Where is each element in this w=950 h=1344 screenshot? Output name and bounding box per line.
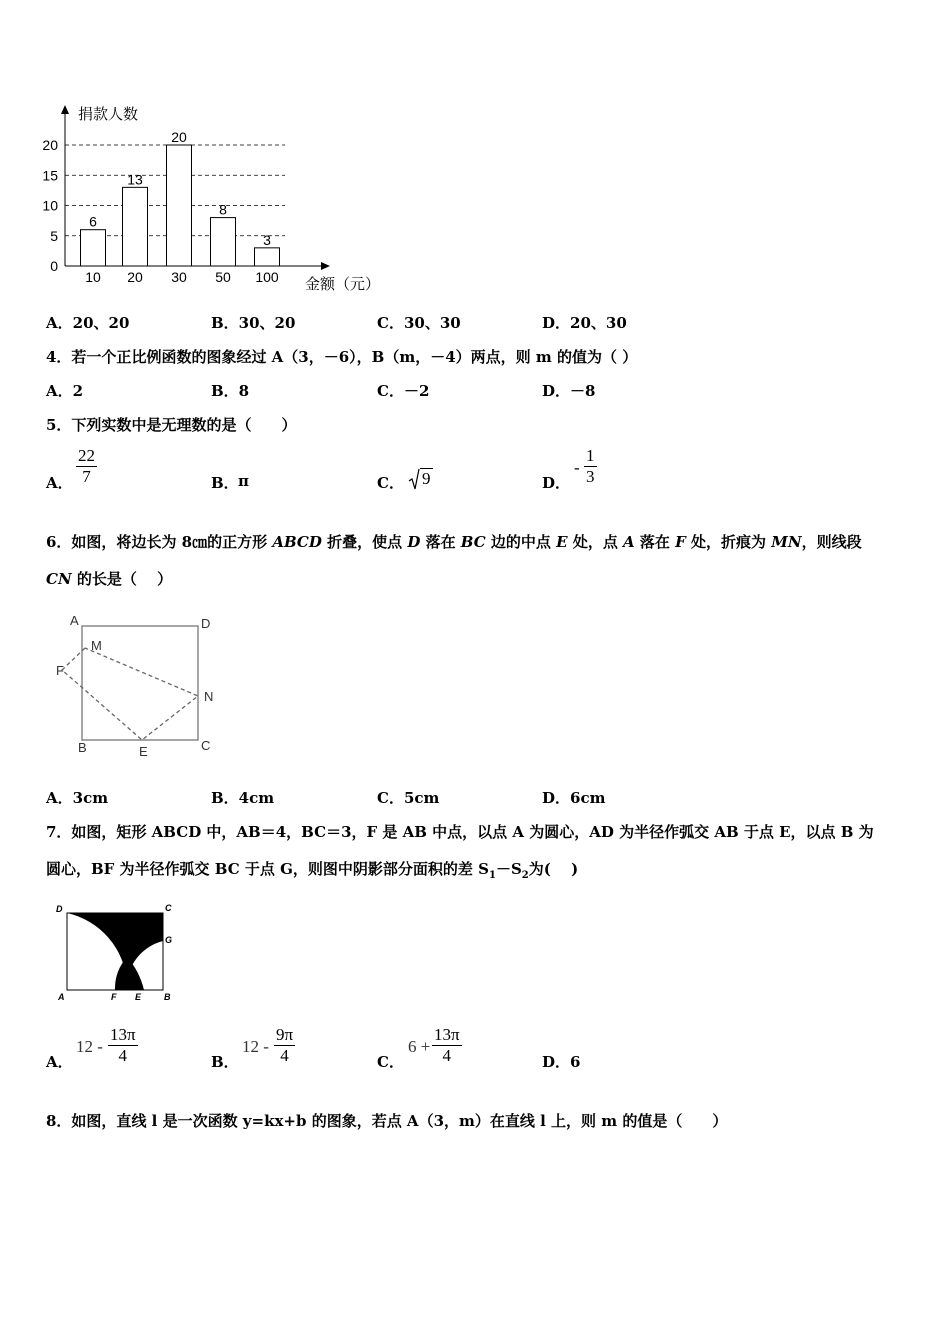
q8-question: 8．如图，直线 l 是一次函数 y=kx+b 的图象，若点 A（3，m）在直线 l 上，则 m 的值是（ ） [46, 1112, 728, 1130]
x-tick-label: 30 [171, 269, 187, 285]
q7-a-prefix: 12 - [76, 1037, 103, 1056]
q7-c-prefix: 6 + [408, 1037, 431, 1056]
q7-option-a-label[interactable]: A． [46, 1053, 73, 1071]
q6-option-c[interactable]: C．5cm [377, 789, 440, 807]
x-tick-label: 100 [255, 269, 279, 285]
q6-text: ，则线段 [801, 533, 862, 551]
q7-label-f: F [111, 992, 117, 1002]
q5-option-c-label[interactable]: C． [377, 474, 404, 492]
y-tick-label: 5 [50, 227, 58, 244]
q5-d-denominator: 3 [586, 467, 595, 486]
q6-label-n: N [204, 689, 214, 704]
q4-option-a[interactable]: A．2 [46, 382, 84, 400]
q6-label-f: F [56, 663, 64, 678]
y-tick-label: 0 [50, 258, 58, 274]
q6-label-a: A [70, 613, 79, 628]
q5-a-denominator: 7 [82, 467, 91, 486]
q3-option-d[interactable]: D．20、30 [542, 314, 627, 332]
q7-text: 圆心，BF 为半径作弧交 BC 于点 G，则图中阴影部分面积的差 S [46, 860, 489, 878]
q7-option-b-fraction [274, 1025, 295, 1066]
q6-option-d[interactable]: D．6cm [542, 789, 606, 807]
q6-label-c: C [201, 738, 211, 753]
q7-b-denominator: 4 [280, 1046, 289, 1065]
bar-value-label: 6 [89, 213, 97, 230]
q4-option-b[interactable]: B．8 [211, 382, 250, 400]
q6-question-line1 [46, 531, 862, 552]
q5-option-b-value: π [238, 472, 249, 490]
q3-option-b[interactable]: B．30、20 [211, 314, 296, 332]
q6-label-m: M [91, 638, 102, 653]
q7-label-a: A [58, 992, 65, 1002]
q7-option-b-label[interactable]: B． [211, 1053, 239, 1071]
q6-text: 落在 [634, 533, 676, 551]
q5-d-numerator: 1 [586, 446, 595, 465]
y-axis-label: 捐款人数 [78, 106, 139, 123]
q6-var: CN [46, 570, 72, 588]
q6-text: 折叠，使点 [321, 533, 408, 551]
q6-text: 的长是（ ） [71, 570, 173, 588]
q7-question-line1: 7．如图，矩形 ABCD 中，AB＝4，BC＝3，F 是 AB 中点，以点 A 为圆心，AD 为半径作弧交 AB 于点 E，以点 B 为 [46, 823, 874, 841]
x-axis-arrow [321, 262, 330, 270]
q7-label-d: D [56, 904, 63, 914]
bar [167, 145, 192, 266]
q6-option-a[interactable]: A．3cm [46, 789, 109, 807]
bar-value-label: 8 [219, 201, 227, 218]
q6-text: 6．如图，将边长为 8㎝的正方形 [46, 533, 273, 551]
x-tick-label: 10 [85, 269, 101, 285]
q5-option-a-fraction [76, 446, 97, 487]
q6-label-e: E [139, 744, 148, 759]
y-tick-label: 10 [42, 197, 58, 214]
x-tick-label: 20 [127, 269, 143, 285]
sqrt-sign-icon [408, 467, 420, 491]
q5-option-a-label[interactable]: A． [46, 474, 73, 492]
q7-shaded-s1 [67, 913, 163, 982]
q5-option-d-label[interactable]: D． [542, 474, 571, 492]
bar-value-label: 3 [263, 231, 271, 248]
q6-var: ABCD [272, 533, 322, 551]
q6-var: MN [771, 533, 802, 551]
q6-fold-figure [50, 608, 230, 768]
bar [123, 187, 148, 266]
q7-b-prefix: 12 - [242, 1037, 269, 1056]
q7-text: －S [495, 860, 522, 878]
q7-question-line2 [46, 858, 578, 881]
q7-option-a-fraction [108, 1025, 138, 1066]
q7-option-c-label[interactable]: C． [377, 1053, 404, 1071]
y-tick-label: 20 [42, 137, 58, 153]
q7-shaded-s2 [115, 957, 144, 990]
q6-label-b: B [78, 740, 87, 755]
q7-rect-figure [52, 900, 182, 1005]
q7-option-d[interactable]: D．6 [542, 1053, 581, 1071]
q7-label-c: C [165, 903, 172, 913]
q6-text: 边的中点 [485, 533, 557, 551]
q6-var: D [407, 533, 421, 551]
q6-var: E [556, 533, 568, 551]
q7-b-numerator: 9π [276, 1025, 294, 1044]
q3-option-c[interactable]: C．30、30 [377, 314, 461, 332]
q4-option-d[interactable]: D．－8 [542, 382, 596, 400]
q7-c-denominator: 4 [442, 1046, 452, 1065]
q7-c-numerator: 13π [434, 1025, 460, 1044]
q6-question-line2 [46, 568, 172, 589]
q6-label-d: D [201, 616, 211, 631]
q5-d-sign: - [574, 458, 580, 477]
y-tick-label: 15 [42, 167, 58, 184]
bar [255, 248, 280, 266]
x-axis-label: 金额（元） [305, 276, 381, 293]
q7-text: 为( ) [528, 860, 579, 878]
q6-var: A [623, 533, 635, 551]
bar-value-label: 20 [171, 129, 187, 145]
q5-a-numerator: 22 [78, 446, 95, 465]
q7-label-g: G [165, 935, 173, 945]
q6-var: BC [460, 533, 486, 551]
q7-label-e: E [135, 992, 142, 1002]
bar [211, 218, 236, 266]
q6-text: 处，折痕为 [685, 533, 772, 551]
q5-question: 5．下列实数中是无理数的是（ ） [46, 416, 297, 434]
q7-option-c-fraction [432, 1025, 462, 1066]
q6-text: 落在 [420, 533, 461, 551]
q7-label-b: B [164, 992, 171, 1002]
q6-option-b[interactable]: B．4cm [211, 789, 275, 807]
q7-a-denominator: 4 [118, 1046, 128, 1065]
bar-value-label: 13 [127, 171, 143, 188]
q7-subscript: 1 [488, 870, 496, 881]
q7-subscript: 2 [521, 870, 529, 881]
q4-option-c[interactable]: C．－2 [377, 382, 430, 400]
q6-text: 处，点 [567, 533, 624, 551]
q6-var: F [675, 533, 686, 551]
q4-question: 4．若一个正比例函数的图象经过 A（3，－6），B（m，－4）两点，则 m 的值为（ ） [46, 348, 638, 366]
q5-c-radicand: 9 [422, 469, 431, 488]
y-axis-arrow [61, 105, 69, 114]
bar [81, 230, 106, 266]
x-tick-label: 50 [215, 269, 231, 285]
q3-option-a[interactable]: A．20、20 [46, 314, 130, 332]
q7-a-numerator: 13π [110, 1025, 136, 1044]
q5-option-b-label[interactable]: B． [211, 474, 239, 492]
bar-chart [40, 100, 400, 300]
q5-option-d-fraction [584, 446, 597, 487]
